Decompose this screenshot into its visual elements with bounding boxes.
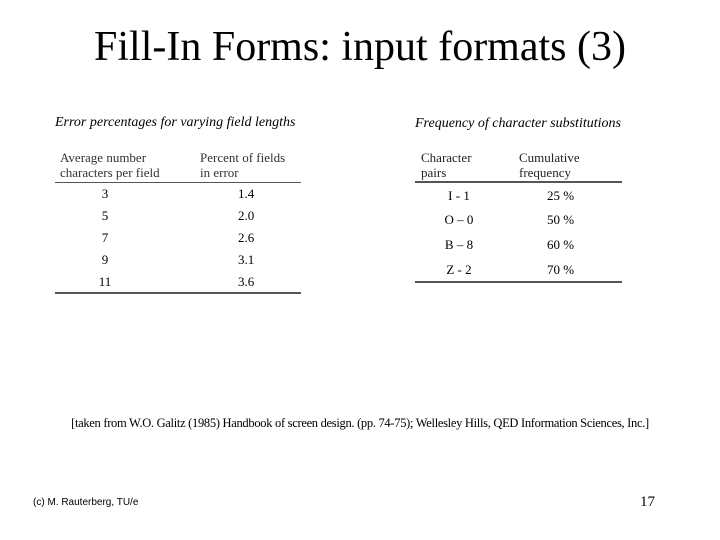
table-row: [55, 249, 301, 271]
page-number: 17: [640, 494, 655, 510]
substitution-table-body: [415, 182, 622, 282]
column-header-character-pairs: Character pairs: [421, 150, 472, 180]
table-row: [415, 232, 622, 257]
left-table-caption: Error percentages for varying field lengths: [55, 115, 296, 130]
percent-error-cell: 2.0: [238, 208, 255, 223]
percent-error-cell: 3.6: [238, 273, 255, 289]
percent-error-cell: 3.1: [238, 252, 255, 267]
average-characters-cell: 3: [101, 186, 109, 201]
cumulative-frequency-cell: 50 %: [547, 212, 575, 227]
character-pair-cell: Z - 2: [446, 261, 472, 277]
average-characters-cell: 7: [101, 230, 109, 245]
column-header-cumulative-frequency: Cumulative frequency: [519, 150, 580, 180]
average-characters-cell: 9: [101, 252, 109, 267]
table-row: [55, 271, 301, 293]
cumulative-frequency-cell: 25 %: [547, 187, 575, 203]
percent-error-cell: 2.6: [238, 230, 255, 245]
character-pair-cell: B – 8: [444, 237, 474, 252]
average-characters-cell: 5: [101, 208, 109, 223]
table-row: [55, 227, 301, 249]
cumulative-frequency-cell: 70 %: [547, 261, 575, 277]
right-table-caption: Frequency of character substitutions: [415, 116, 621, 131]
table-header-row: [55, 150, 301, 183]
table-row: [55, 205, 301, 227]
column-header-average-characters: Average number characters per field: [60, 150, 160, 180]
character-pair-cell: I - 1: [448, 187, 470, 203]
character-pair-cell: O – 0: [444, 212, 474, 227]
column-header-percent-error: Percent of fields in error: [200, 150, 286, 180]
error-percentage-table: [55, 150, 301, 294]
slide-title: Fill-In Forms: input formats (3): [94, 24, 626, 70]
average-characters-cell: 11: [98, 273, 112, 289]
percent-error-cell: 1.4: [238, 186, 255, 201]
character-substitution-table: [415, 150, 622, 283]
cumulative-frequency-cell: 60 %: [547, 237, 575, 252]
error-table-body: [55, 183, 301, 293]
table-row: [415, 257, 622, 282]
footer-author: (c) M. Rauterberg, TU/e: [33, 497, 139, 508]
table-row: [415, 182, 622, 207]
table-row: [415, 207, 622, 232]
source-citation: [taken from W.O. Galitz (1985) Handbook of screen design. (pp. 74-75); Wellesley Hills, QED Information Sciences, Inc.]: [71, 416, 649, 430]
table-header-row: [415, 150, 622, 182]
table-row: [55, 183, 301, 205]
